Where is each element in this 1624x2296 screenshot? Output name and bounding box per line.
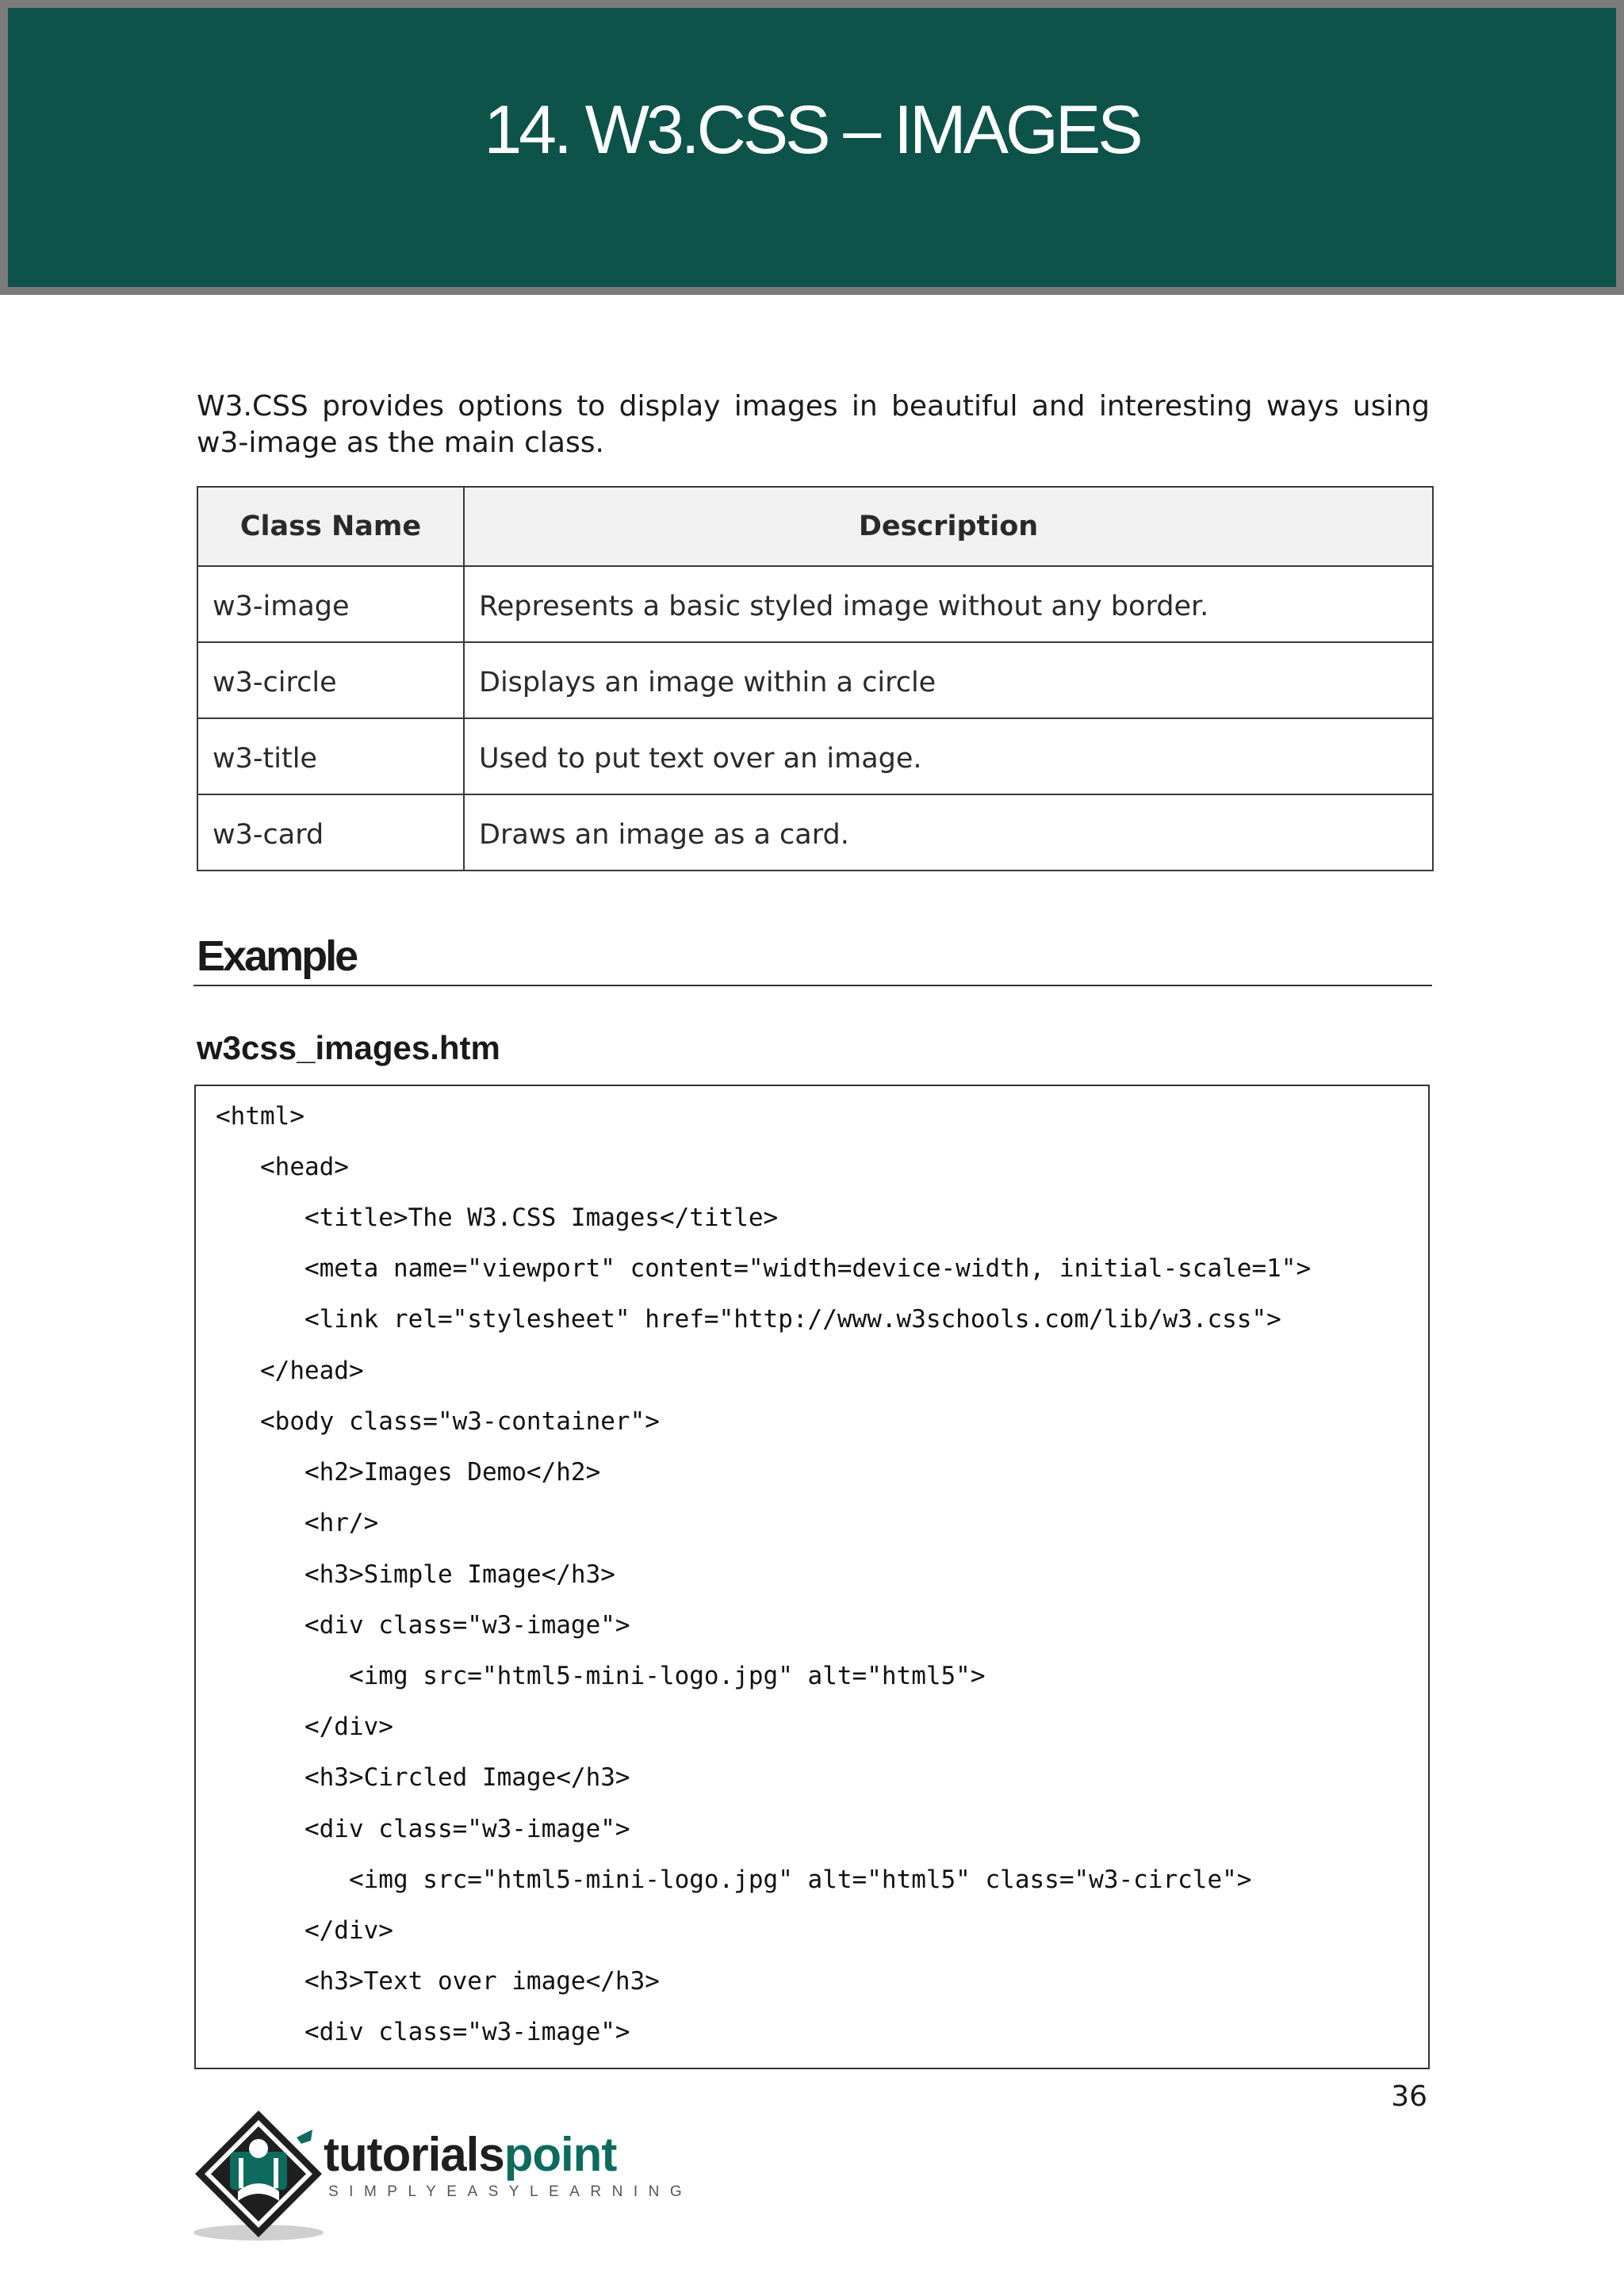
code-line: <meta name="viewport" content="width=device-width, initial-scale=1"> <box>216 1254 1312 1283</box>
code-line: <h3>Text over image</h3> <box>216 1967 660 1996</box>
logo-emblem-icon <box>193 2109 336 2244</box>
code-line: <h3>Simple Image</h3> <box>216 1560 615 1589</box>
code-line: <html> <box>216 1102 304 1131</box>
example-heading: Example <box>197 932 357 980</box>
table-header-row <box>197 487 1433 566</box>
code-line: <img src="html5-mini-logo.jpg" alt="html5" class="w3-circle"> <box>216 1866 1252 1894</box>
code-line: <img src="html5-mini-logo.jpg" alt="html5"> <box>216 1662 986 1690</box>
logo-tagline: SIMPLYEASYLEARNING <box>328 2183 693 2200</box>
column-header-description: Description <box>464 487 1433 566</box>
table-row <box>197 642 1433 718</box>
code-line: <head> <box>216 1153 349 1181</box>
code-line: <title>The W3.CSS Images</title> <box>216 1203 779 1232</box>
logo-wordmark <box>324 2130 616 2180</box>
intro-paragraph: W3.CSS provides options to display images in beautiful and interesting ways using w3-image as the main class. <box>197 390 1430 459</box>
code-line: <h3>Circled Image</h3> <box>216 1763 630 1792</box>
code-line: <body class="w3-container"> <box>216 1407 660 1436</box>
class-name-cell: w3-card <box>197 794 464 871</box>
code-line: <h2>Images Demo</h2> <box>216 1458 601 1487</box>
class-name-cell: w3-circle <box>197 642 464 718</box>
column-header-class-name: Class Name <box>197 487 464 566</box>
logo-wordmark-part2: point <box>504 2128 617 2181</box>
code-line: <div class="w3-image"> <box>216 1815 630 1843</box>
chapter-title: 14. W3.CSS – IMAGES <box>484 92 1140 168</box>
code-line: </head> <box>216 1357 364 1385</box>
logo-wordmark-part1: tutorials <box>324 2128 504 2181</box>
code-block <box>194 1085 1430 2069</box>
table-row <box>197 566 1433 642</box>
class-name-cell: w3-title <box>197 718 464 794</box>
example-divider <box>193 985 1432 986</box>
table-row <box>197 794 1433 871</box>
file-name-heading: w3css_images.htm <box>197 1029 500 1066</box>
code-line: <link rel="stylesheet" href="http://www.w3schools.com/lib/w3.css"> <box>216 1305 1281 1334</box>
tutorialspoint-logo <box>193 2109 693 2244</box>
code-line: </div> <box>216 1712 393 1741</box>
table-row <box>197 718 1433 794</box>
page-number: 36 <box>1391 2080 1427 2113</box>
class-name-cell: w3-image <box>197 566 464 642</box>
code-line: <hr/> <box>216 1509 379 1537</box>
code-line: <div class="w3-image"> <box>216 1611 630 1640</box>
description-cell: Used to put text over an image. <box>464 718 1433 794</box>
code-line: <div class="w3-image"> <box>216 2018 630 2046</box>
description-cell: Draws an image as a card. <box>464 794 1433 871</box>
description-cell: Represents a basic styled image without any border. <box>464 566 1433 642</box>
class-table <box>197 486 1434 871</box>
description-cell: Displays an image within a circle <box>464 642 1433 718</box>
code-line: </div> <box>216 1916 393 1945</box>
